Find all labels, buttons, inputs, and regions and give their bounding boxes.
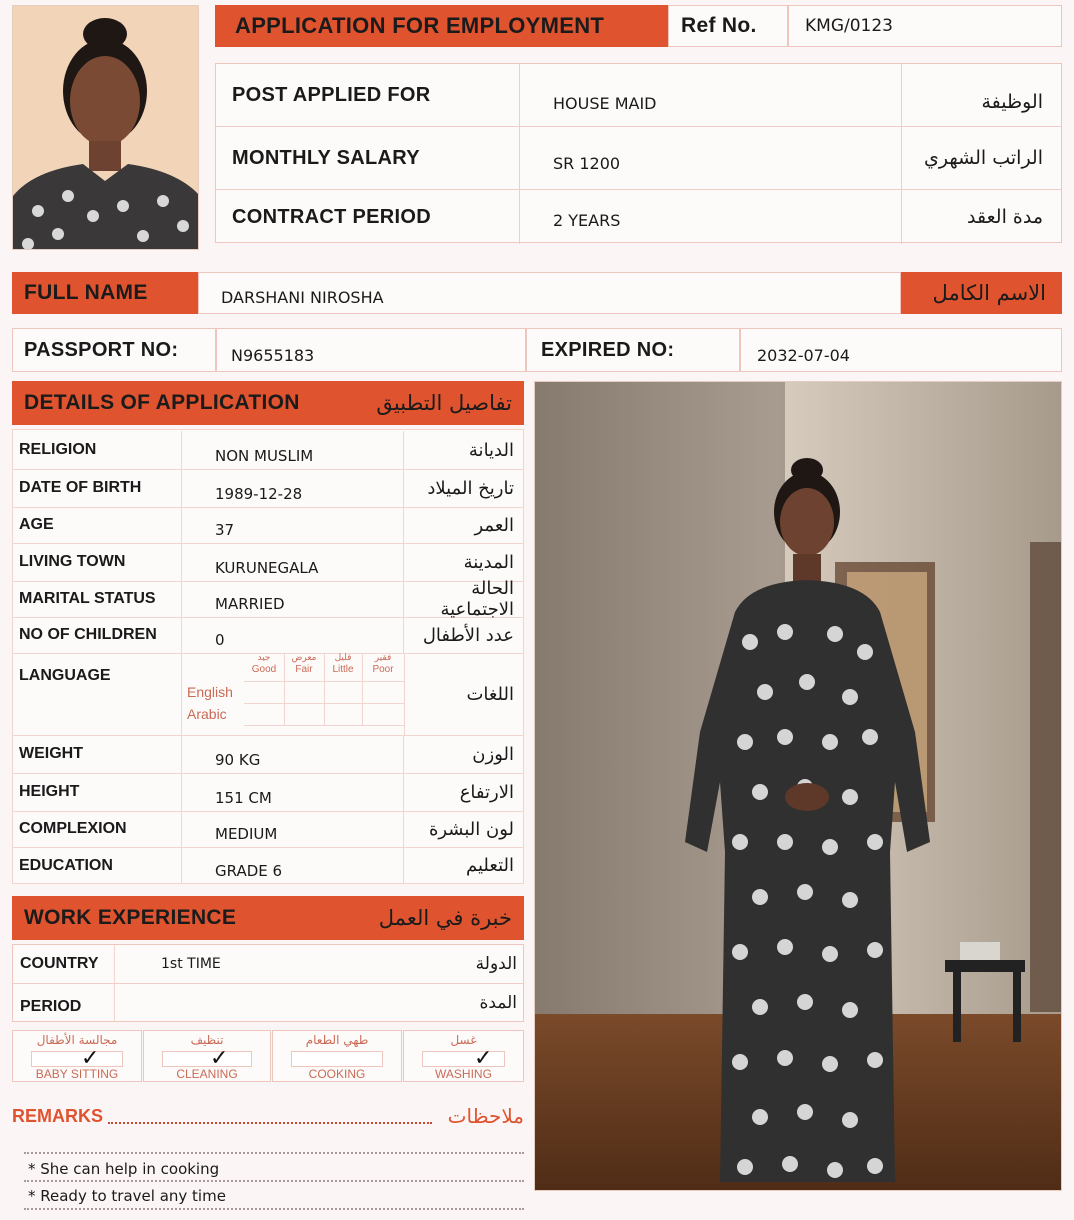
skill-baby-sitting-checkbox[interactable]	[31, 1051, 123, 1067]
skill-baby-sitting	[12, 1030, 142, 1082]
education-arabic: التعليم	[466, 855, 514, 876]
job-row-salary	[216, 127, 1061, 190]
remarks-divider	[24, 1152, 524, 1154]
weight-arabic: الوزن	[472, 743, 514, 765]
check-icon: ✓	[210, 1045, 229, 1070]
age-label: AGE	[12, 507, 182, 543]
full-body-figure	[535, 382, 1062, 1191]
details-title-arabic: تفاصيل التطبيق	[376, 391, 512, 415]
ref-value: KMG/0123	[805, 16, 893, 36]
skill-washing-label: WASHING	[435, 1067, 492, 1081]
post-value: HOUSE MAID	[520, 64, 902, 126]
portrait-photo	[12, 5, 199, 250]
children-label: NO OF CHILDREN	[12, 617, 182, 653]
religion-label: RELIGION	[12, 431, 182, 469]
salary-arabic: الراتب الشهري	[924, 147, 1043, 169]
remarks-divider	[24, 1180, 524, 1182]
skill-cooking-arabic: طهي الطعام	[305, 1033, 369, 1047]
level-poor-arabic: فقير	[374, 653, 392, 663]
town-label: LIVING TOWN	[12, 543, 182, 581]
details-header	[12, 381, 524, 425]
ref-value-cell	[788, 5, 1062, 47]
skill-cleaning	[143, 1030, 271, 1082]
detail-row-dob	[12, 469, 524, 508]
skill-washing-arabic: غسل	[450, 1033, 477, 1047]
remarks-header	[12, 1104, 524, 1132]
work-row-period	[13, 984, 523, 1022]
passport-value-cell	[216, 328, 526, 372]
detail-row-religion	[12, 431, 524, 470]
religion-arabic: الديانة	[468, 439, 514, 461]
check-icon: ✓	[81, 1045, 100, 1070]
post-label: POST APPLIED FOR	[216, 64, 520, 126]
marital-label: MARITAL STATUS	[12, 581, 182, 617]
work-row-country	[13, 945, 523, 984]
detail-row-complexion	[12, 811, 524, 848]
marital-arabic: الحالة الاجتماعية	[440, 578, 514, 620]
period-label: PERIOD	[13, 984, 115, 1022]
age-arabic: العمر	[474, 514, 514, 536]
country-arabic: الدولة	[475, 954, 517, 974]
level-poor: Poor	[372, 664, 394, 675]
skill-washing	[403, 1030, 524, 1082]
language-arabic-label: اللغات	[466, 683, 514, 705]
children-arabic: عدد الأطفال	[422, 624, 514, 646]
education-value: GRADE 6	[182, 847, 404, 884]
contract-label: CONTRACT PERIOD	[216, 190, 520, 244]
dob-value: 1989-12-28	[182, 469, 404, 507]
passport-value: N9655183	[231, 345, 315, 365]
passport-label-cell	[12, 328, 216, 372]
contract-arabic: مدة العقد	[967, 206, 1043, 228]
period-arabic: المدة	[479, 993, 517, 1013]
children-value: 0	[182, 617, 404, 653]
detail-row-language	[12, 653, 524, 736]
detail-row-education	[12, 847, 524, 884]
marital-value: MARRIED	[182, 581, 404, 617]
salary-label: MONTHLY SALARY	[216, 127, 520, 189]
post-arabic: الوظيفة	[981, 91, 1043, 113]
full-name-value: DARSHANI NIROSHA	[221, 287, 384, 307]
complexion-label: COMPLEXION	[12, 811, 182, 847]
detail-row-weight	[12, 735, 524, 774]
remarks-label: REMARKS	[12, 1106, 104, 1126]
remarks-divider	[24, 1208, 524, 1210]
height-value: 151 CM	[182, 773, 404, 811]
language-english: English	[187, 684, 233, 700]
education-label: EDUCATION	[12, 847, 182, 884]
skill-baby-sitting-label: BABY SITTING	[35, 1067, 119, 1081]
remark-line-1: * She can help in cooking	[28, 1160, 220, 1178]
level-little: Little	[332, 664, 354, 675]
level-fair: Fair	[295, 664, 313, 675]
remarks-arabic: ملاحظات	[447, 1104, 524, 1128]
application-title: APPLICATION FOR EMPLOYMENT	[235, 13, 605, 38]
height-label: HEIGHT	[12, 773, 182, 811]
detail-row-town	[12, 543, 524, 582]
full-name-arabic: الاسم الكامل	[932, 281, 1046, 305]
complexion-value: MEDIUM	[182, 811, 404, 847]
contract-value: 2 YEARS	[520, 190, 902, 244]
job-row-post	[216, 64, 1061, 127]
ref-label: Ref No.	[681, 14, 757, 37]
full-name-label: FULL NAME	[24, 281, 148, 304]
job-row-contract	[216, 190, 1061, 244]
level-good: Good	[251, 664, 277, 675]
skill-washing-checkbox[interactable]	[422, 1051, 505, 1067]
complexion-arabic: لون البشرة	[428, 818, 514, 840]
weight-label: WEIGHT	[12, 735, 182, 773]
religion-value: NON MUSLIM	[182, 431, 404, 469]
skill-cleaning-arabic: تنظيف	[190, 1033, 224, 1047]
work-table	[12, 944, 524, 1022]
work-title: WORK EXPERIENCE	[24, 906, 237, 929]
expiry-value-cell	[740, 328, 1062, 372]
check-icon: ✓	[474, 1045, 493, 1070]
skill-cooking-checkbox[interactable]	[291, 1051, 383, 1067]
portrait-figure	[13, 6, 199, 250]
level-good-arabic: جيد	[257, 653, 271, 663]
town-value: KURUNEGALA	[182, 543, 404, 581]
level-fair-arabic: معرض	[291, 653, 317, 663]
country-label: COUNTRY	[13, 945, 115, 983]
skill-cleaning-checkbox[interactable]	[162, 1051, 252, 1067]
salary-value: SR 1200	[520, 127, 902, 189]
work-header	[12, 896, 524, 940]
full-name-label-cell	[12, 272, 198, 314]
dob-arabic: تاريخ الميلاد	[427, 477, 514, 499]
details-title: DETAILS OF APPLICATION	[24, 391, 300, 414]
expiry-value: 2032-07-04	[757, 345, 850, 365]
full-name-arabic-cell	[901, 272, 1062, 314]
country-value: 1st TIME	[161, 956, 221, 972]
language-arabic: Arabic	[187, 706, 227, 722]
skill-cooking-label: COOKING	[308, 1067, 366, 1081]
work-title-arabic: خبرة في العمل	[378, 906, 512, 930]
detail-row-marital	[12, 578, 524, 620]
application-title-bar	[215, 5, 668, 47]
detail-row-height	[12, 773, 524, 812]
expiry-label: EXPIRED NO:	[541, 338, 675, 361]
period-value	[115, 984, 471, 1022]
weight-value: 90 KG	[182, 735, 404, 773]
skill-baby-sitting-arabic: مجالسة الأطفال	[36, 1033, 118, 1047]
age-value: 37	[182, 507, 404, 543]
height-arabic: الارتفاع	[459, 781, 514, 803]
full-body-photo	[534, 381, 1062, 1191]
detail-row-children	[12, 617, 524, 654]
language-label: LANGUAGE	[12, 653, 182, 735]
level-little-arabic: قليل	[334, 653, 352, 663]
remark-line-2: * Ready to travel any time	[28, 1187, 226, 1205]
dob-label: DATE OF BIRTH	[12, 469, 182, 507]
full-name-value-cell	[198, 272, 901, 314]
expiry-label-cell	[526, 328, 740, 372]
passport-label: PASSPORT NO:	[24, 338, 179, 361]
skill-cleaning-label: CLEANING	[176, 1067, 238, 1081]
language-grid	[182, 653, 405, 735]
detail-row-age	[12, 507, 524, 544]
ref-label-cell	[668, 5, 788, 47]
remarks-dotted-line	[108, 1122, 432, 1124]
town-arabic: المدينة	[463, 551, 514, 573]
skill-cooking	[272, 1030, 402, 1082]
job-table	[215, 63, 1062, 243]
